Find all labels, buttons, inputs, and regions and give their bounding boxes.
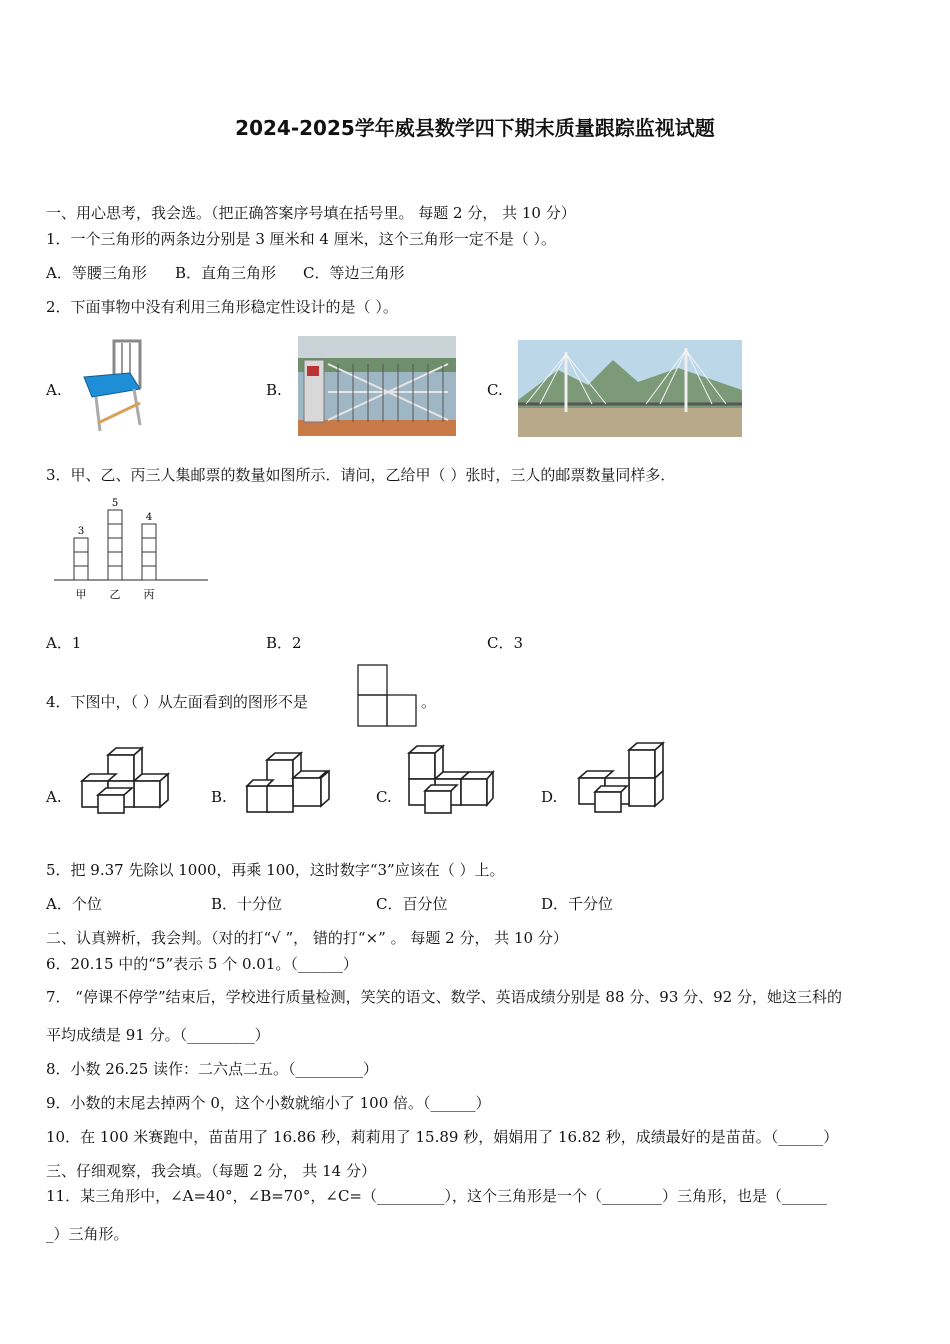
left-view-shape xyxy=(357,664,417,728)
chart-bar-cell-丙 xyxy=(142,538,156,552)
q4-label-c: C. xyxy=(376,788,392,806)
chart-data-label-甲: 3 xyxy=(77,526,85,537)
question-2: 2．下面事物中没有利用三角形稳定性设计的是（ ）。 xyxy=(46,298,398,316)
cube-figure-c xyxy=(405,745,497,817)
q1-option-b: B．直角三角形 xyxy=(175,264,277,282)
q2-label-a: A. xyxy=(46,381,62,399)
q1-option-c: C．等边三角形 xyxy=(303,264,405,282)
q3-option-b: B．2 xyxy=(266,634,302,652)
chart-bar-cell-乙 xyxy=(108,552,122,566)
chart-bar-cell-甲 xyxy=(74,566,88,580)
q5-option-a: A．个位 xyxy=(46,895,102,913)
question-4: 4．下图中，（ ）从左面看到的图形不是 xyxy=(46,693,308,711)
section-3-heading: 三、仔细观察，我会填。（每题 2 分， 共 14 分） xyxy=(46,1162,376,1180)
chart-bar-cell-甲 xyxy=(74,538,88,552)
q4-label-d: D. xyxy=(541,788,558,806)
chart-bar-cell-丙 xyxy=(142,552,156,566)
q2-label-c: C. xyxy=(487,381,503,399)
question-6: 6．20.15 中的“5”表示 5 个 0.01。（______） xyxy=(46,955,358,973)
q1-option-a: A．等腰三角形 xyxy=(46,264,147,282)
cube-figure-a xyxy=(78,745,174,817)
page-title: 2024-2025学年威县数学四下期末质量跟踪监视试题 xyxy=(235,116,715,140)
chart-tick-label-甲: 甲 xyxy=(75,588,87,601)
question-10: 10．在 100 米赛跑中，苗苗用了 16.86 秒，莉莉用了 15.89 秒，娟娟用了 16.82 秒，成绩最好的是苗苗。（______） xyxy=(46,1128,839,1146)
chart-bar-cell-乙 xyxy=(108,524,122,538)
section-1-heading: 一、用心思考，我会选。（把正确答案序号填在括号里。 每题 2 分， 共 10 分） xyxy=(46,204,576,222)
q5-option-c: C．百分位 xyxy=(376,895,448,913)
question-1: 1．一个三角形的两条边分别是 3 厘米和 4 厘米，这个三角形一定不是（ ）。 xyxy=(46,230,556,248)
gate-image xyxy=(298,336,456,436)
question-9: 9．小数的末尾去掉两个 0，这个小数就缩小了 100 倍。（______） xyxy=(46,1094,491,1112)
q2-label-b: B. xyxy=(266,381,282,399)
stamp-chart xyxy=(52,492,212,607)
q3-option-c: C．3 xyxy=(487,634,524,652)
cube-figure-b xyxy=(243,750,339,818)
chart-data-label-乙: 5 xyxy=(111,498,119,509)
chart-bar-cell-乙 xyxy=(108,510,122,524)
question-4-end: 。 xyxy=(421,693,437,711)
bridge-image xyxy=(518,340,742,437)
chart-bar-cell-乙 xyxy=(108,538,122,552)
question-7: 7． “停课不停学”结束后，学校进行质量检测，笑笑的语文、数学、英语成绩分别是 88 分、93 分、92 分，她这三科的 xyxy=(46,988,842,1006)
chart-tick-label-丙: 丙 xyxy=(143,588,155,601)
chart-bar-cell-丙 xyxy=(142,524,156,538)
q4-label-b: B. xyxy=(211,788,227,806)
question-5: 5．把 9.37 先除以 1000，再乘 100，这时数字“3”应该在（ ）上。 xyxy=(46,861,505,879)
question-7-cont: 平均成绩是 91 分。（_________） xyxy=(46,1026,270,1044)
section-2-heading: 二、认真辨析，我会判。（对的打“√ ”， 错的打“×” 。 每题 2 分， 共 10 分） xyxy=(46,929,568,947)
chart-data-label-丙: 4 xyxy=(145,512,153,523)
chart-bar-cell-丙 xyxy=(142,566,156,580)
question-11-cont: _）三角形。 xyxy=(46,1225,129,1243)
chair-image xyxy=(78,333,158,435)
q5-option-d: D．千分位 xyxy=(541,895,614,913)
cube-figure-d xyxy=(575,742,667,818)
chart-bar-cell-甲 xyxy=(74,552,88,566)
question-11: 11．某三角形中，∠A=40°，∠B=70°，∠C=（_________），这个三角形是一个（________）三角形，也是（______ xyxy=(46,1187,828,1205)
chart-bar-cell-乙 xyxy=(108,566,122,580)
q4-label-a: A. xyxy=(46,788,62,806)
chart-tick-label-乙: 乙 xyxy=(109,588,121,601)
q3-option-a: A．1 xyxy=(46,634,82,652)
question-3: 3．甲、乙、丙三人集邮票的数量如图所示．请问，乙给甲（ ）张时，三人的邮票数量同样多． xyxy=(46,466,676,484)
question-8: 8．小数 26.25 读作：二六点二五。（_________） xyxy=(46,1060,379,1078)
q5-option-b: B．十分位 xyxy=(211,895,283,913)
